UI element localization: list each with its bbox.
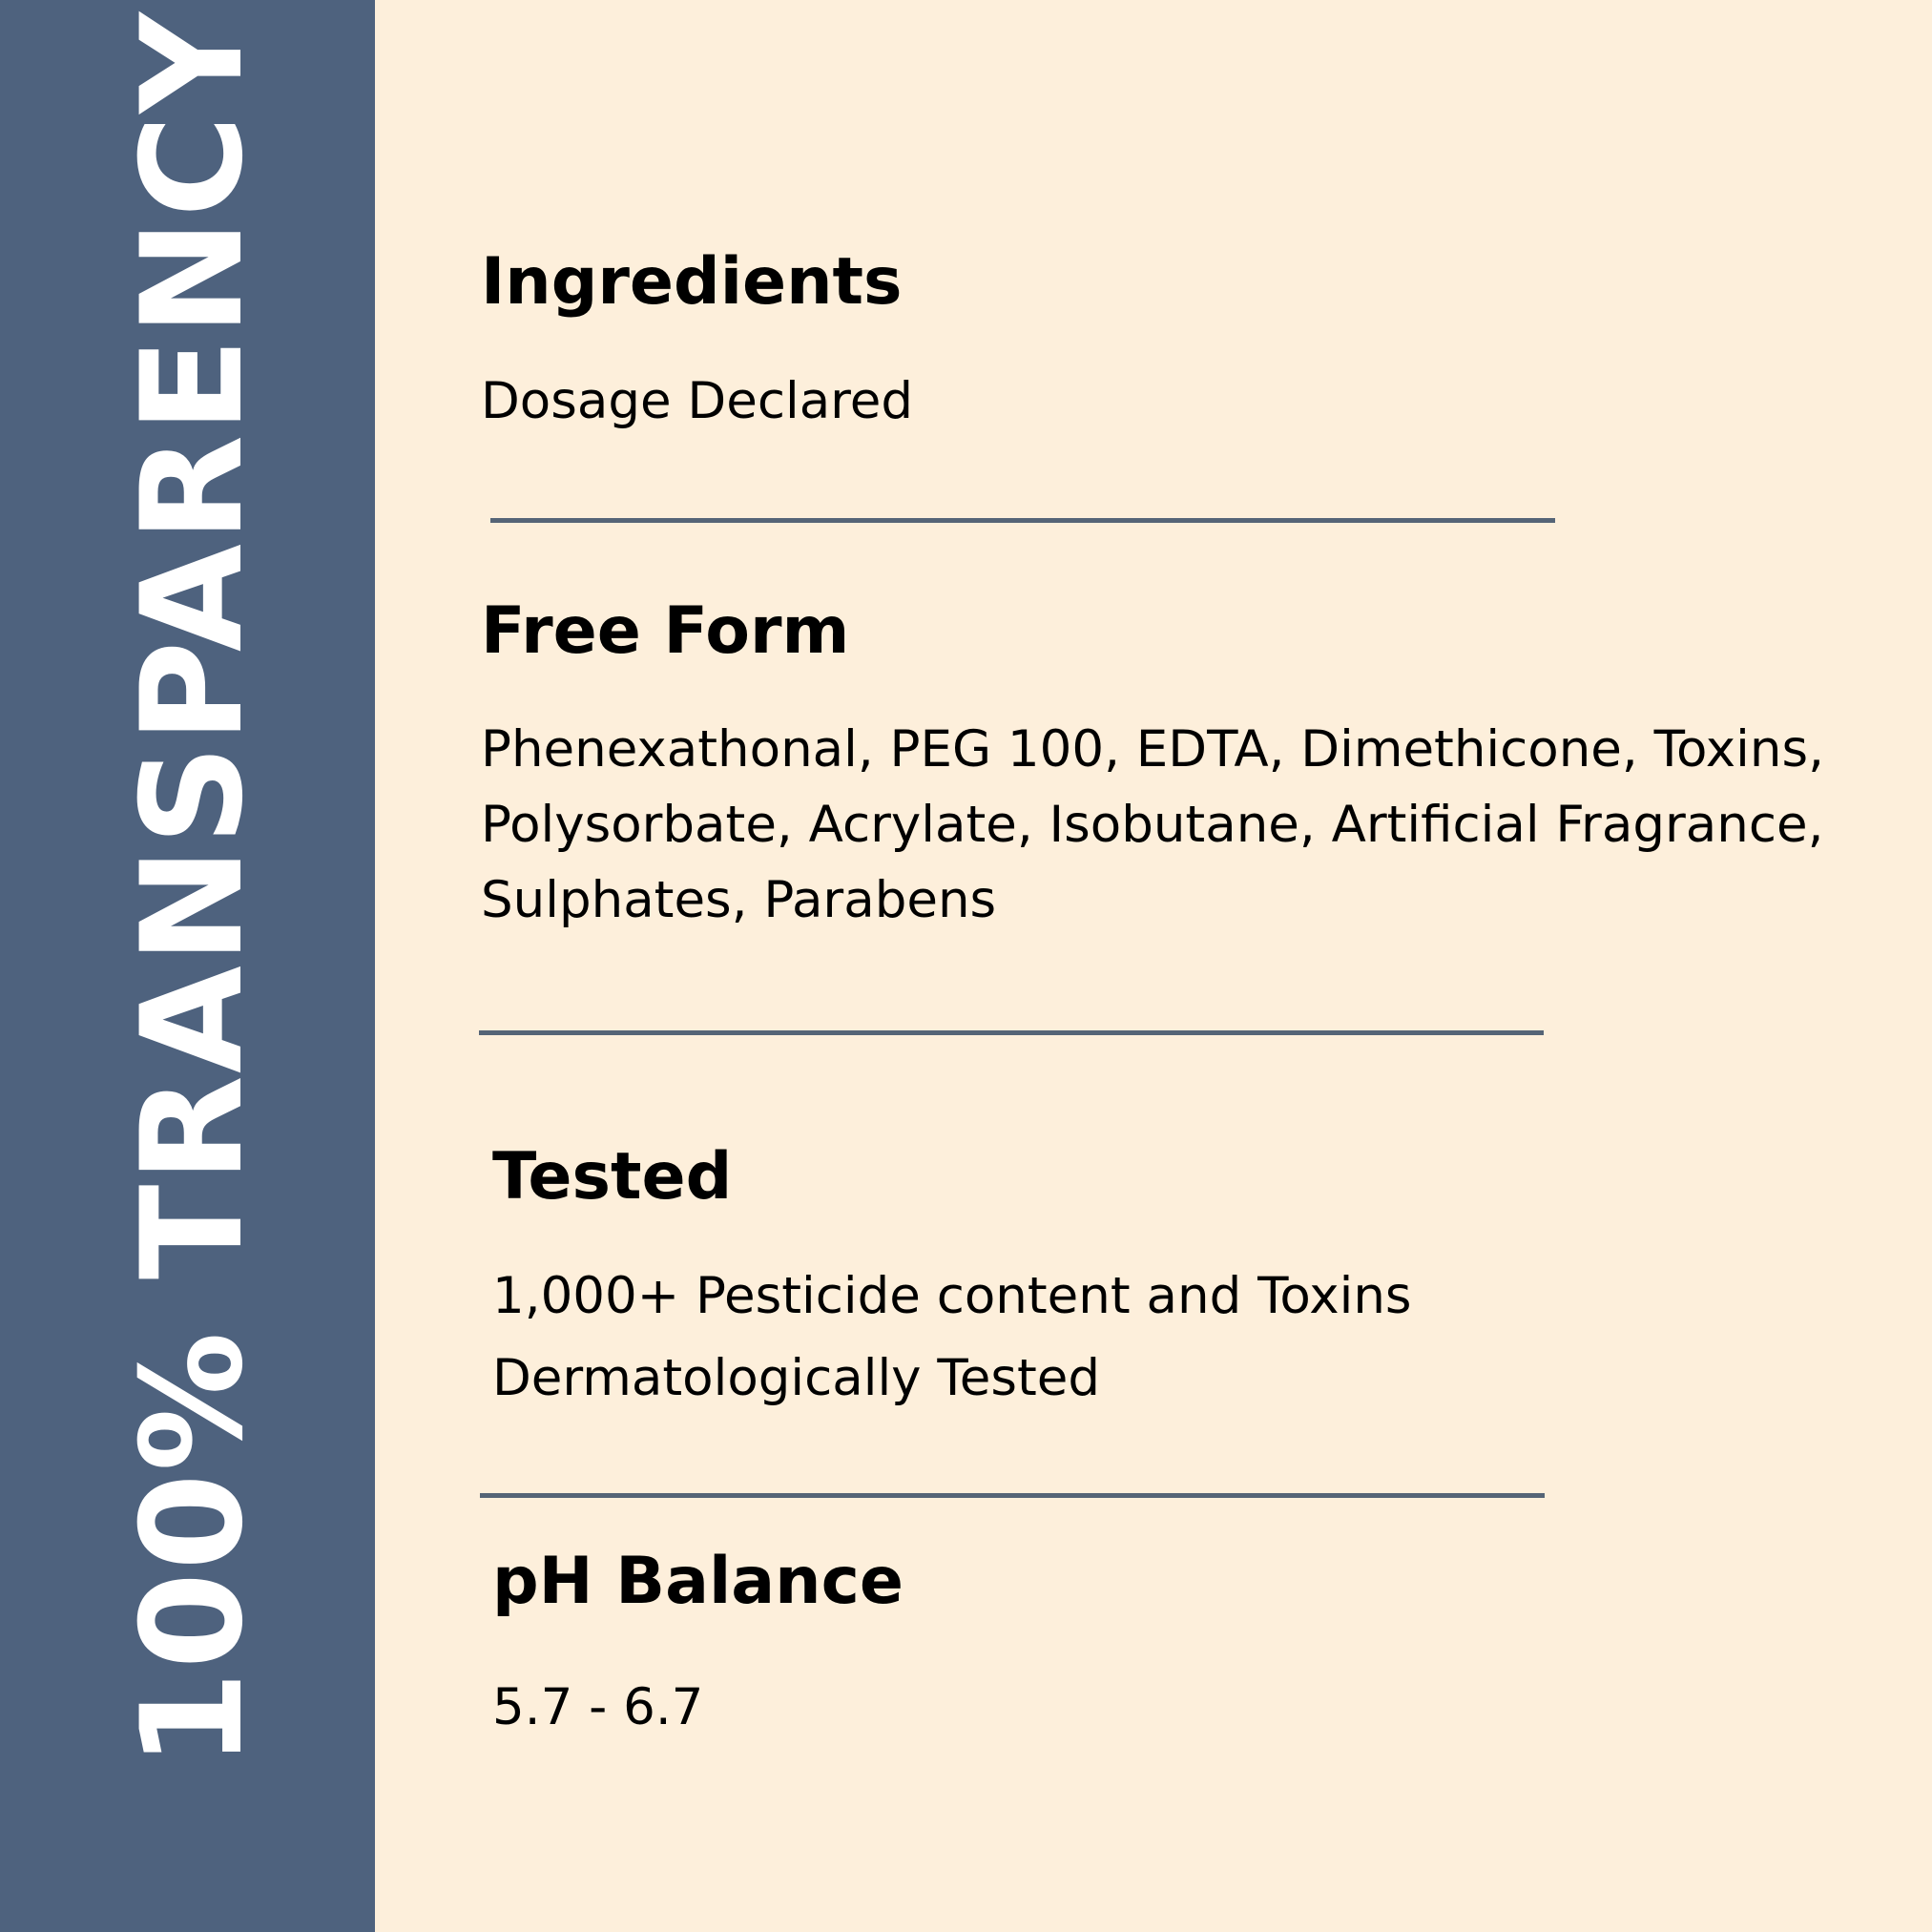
ingredients-heading: Ingredients — [481, 244, 903, 320]
tested-line-1: 1,000+ Pesticide content and Toxins — [492, 1267, 1412, 1325]
ph-balance-heading: pH Balance — [492, 1544, 904, 1619]
free-form-line-3: Sulphates, Parabens — [481, 871, 997, 929]
ph-balance-value: 5.7 - 6.7 — [492, 1678, 704, 1736]
ingredients-text: Dosage Declared — [481, 372, 914, 430]
free-form-heading: Free Form — [481, 593, 850, 669]
tested-list — [492, 1256, 1412, 1420]
free-form-line-2: Polysorbate, Acrylate, Isobutane, Artificial Fragrance, — [481, 796, 1824, 854]
free-form-list — [481, 712, 1824, 938]
tested-line-2: Dermatologically Tested — [492, 1349, 1101, 1407]
free-form-line-1: Phenexathonal, PEG 100, EDTA, Dimethicone, Toxins, — [481, 720, 1824, 779]
banner-title: 100% TRANSPARENCY — [112, 10, 274, 1769]
divider-3 — [480, 1493, 1545, 1498]
divider-1 — [490, 518, 1555, 523]
tested-heading: Tested — [492, 1139, 733, 1215]
divider-2 — [479, 1030, 1544, 1035]
